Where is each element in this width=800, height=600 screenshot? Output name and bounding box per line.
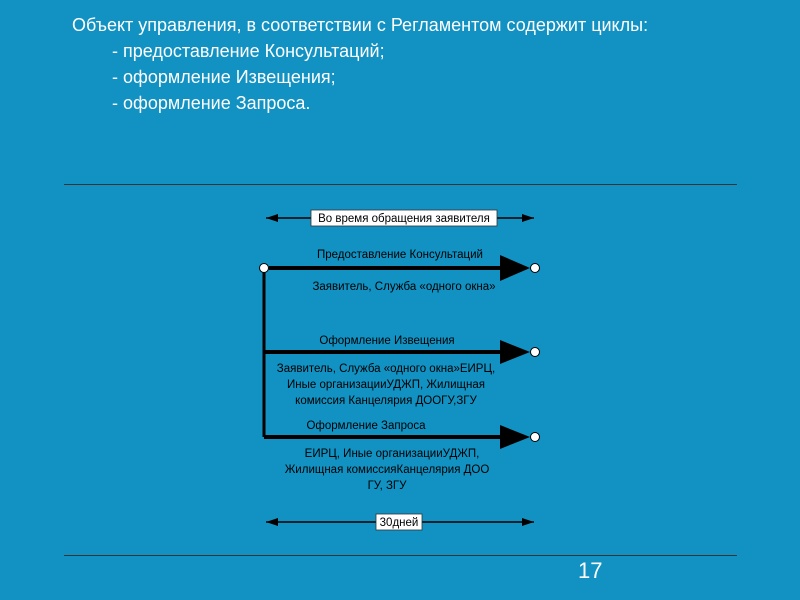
cycle-title: Предоставление Консультаций: [317, 249, 483, 261]
bottom-timeline-label: 30дней: [379, 517, 419, 529]
intro-item-request: - оформление Запроса.: [112, 93, 311, 113]
cycle-actors-line: ГУ, ЗГУ: [367, 480, 407, 492]
end-node: [531, 433, 540, 442]
bottom-timeline: [266, 514, 534, 530]
top-timeline: [266, 210, 534, 226]
cycle-notice: [264, 335, 540, 407]
page-number: 17: [578, 558, 603, 583]
cycle-actors-line: Жилищная комиссияКанцелярия ДОО: [284, 464, 490, 476]
cycle-request: [264, 420, 540, 492]
intro-heading: Объект управления, в соответствии с Регламентом содержит циклы:: [72, 15, 649, 35]
cycle-actors-line: Заявитель, Служба «одного окна»: [312, 281, 496, 293]
cycle-actors-line: комиссия Канцелярия ДООГУ,ЗГУ: [295, 395, 477, 407]
cycle-actors-line: Заявитель, Служба «одного окна»ЕИРЦ,: [276, 363, 496, 375]
cycle-title: Оформление Запроса: [306, 420, 426, 432]
end-node: [531, 264, 540, 273]
end-node: [531, 348, 540, 357]
intro-item-notice: - оформление Извещения;: [112, 67, 336, 87]
cycle-actors-line: Иные организацииУДЖП, Жилищная: [287, 379, 485, 391]
cycle-title: Оформление Извещения: [319, 335, 455, 347]
top-timeline-label: Во время обращения заявителя: [318, 213, 490, 225]
cycle-consultations: [269, 249, 540, 293]
bottom-divider: [64, 555, 737, 556]
intro-item-consultations: - предоставление Консультаций;: [112, 41, 385, 61]
cycle-actors-line: ЕИРЦ, Иные организацииУДЖП,: [304, 448, 480, 460]
start-node: [260, 264, 269, 273]
